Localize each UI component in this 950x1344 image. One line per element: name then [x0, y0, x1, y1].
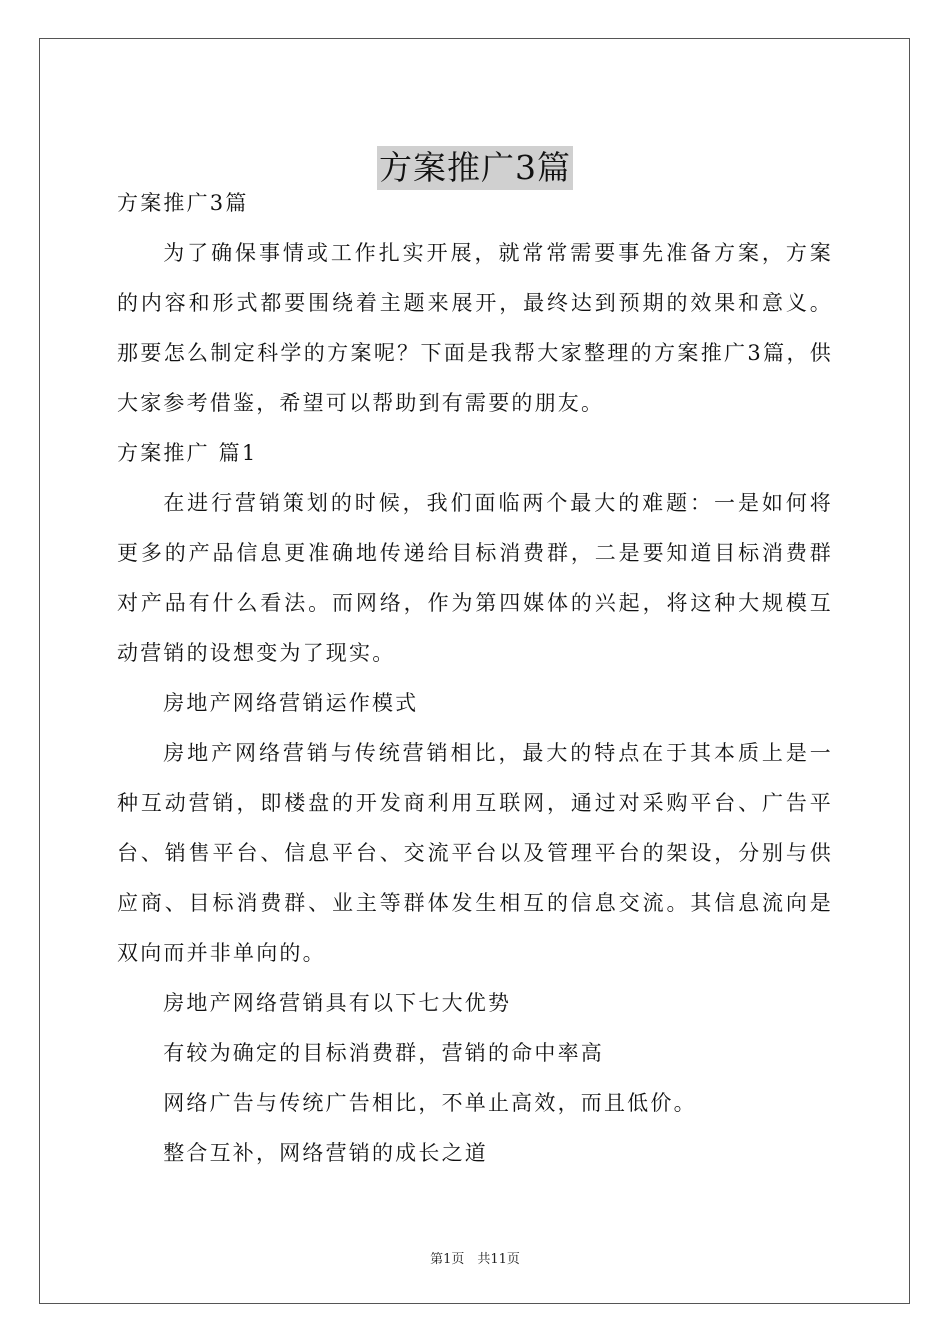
section-heading: 方案推广 篇1	[117, 441, 258, 465]
intro-paragraph: 为了确保事情或工作扎实开展，就常常需要事先准备方案，方案的内容和形式都要围绕着主题来展开，最终达到预期的效果和意义。那要怎么制定科学的方案呢？下面是我帮大家整理的方案推广3篇，供大家参考借鉴，希望可以帮助到有需要的朋友。	[117, 241, 833, 415]
body-paragraph: 房地产网络营销具有以下七大优势	[163, 991, 512, 1015]
body-paragraph: 房地产网络营销与传统营销相比，最大的特点在于其本质上是一种互动营销，即楼盘的开发商利用互联网，通过对采购平台、广告平台、销售平台、信息平台、交流平台以及管理平台的架设，分别与供应商、目标消费群、业主等群体发生相互的信息交流。其信息流向是双向而并非单向的。	[117, 741, 833, 965]
body-paragraph: 有较为确定的目标消费群，营销的命中率高	[163, 1041, 604, 1065]
body-paragraph: 整合互补，网络营销的成长之道	[163, 1141, 488, 1165]
body-paragraph: 房地产网络营销运作模式	[163, 691, 419, 715]
body-paragraph: 网络广告与传统广告相比，不单止高效，而且低价。	[163, 1091, 697, 1115]
document-title: 方案推广3篇	[377, 146, 573, 190]
document-body	[117, 124, 833, 1178]
title-wrap	[117, 124, 833, 188]
body-paragraph: 在进行营销策划的时候，我们面临两个最大的难题：一是如何将更多的产品信息更准确地传递给目标消费群，二是要知道目标消费群对产品有什么看法。而网络，作为第四媒体的兴起，将这种大规模互动营销的设想变为了现实。	[117, 491, 833, 665]
document-subtitle: 方案推广3篇	[117, 191, 249, 215]
page-number: 第1页 共11页	[430, 1252, 520, 1267]
